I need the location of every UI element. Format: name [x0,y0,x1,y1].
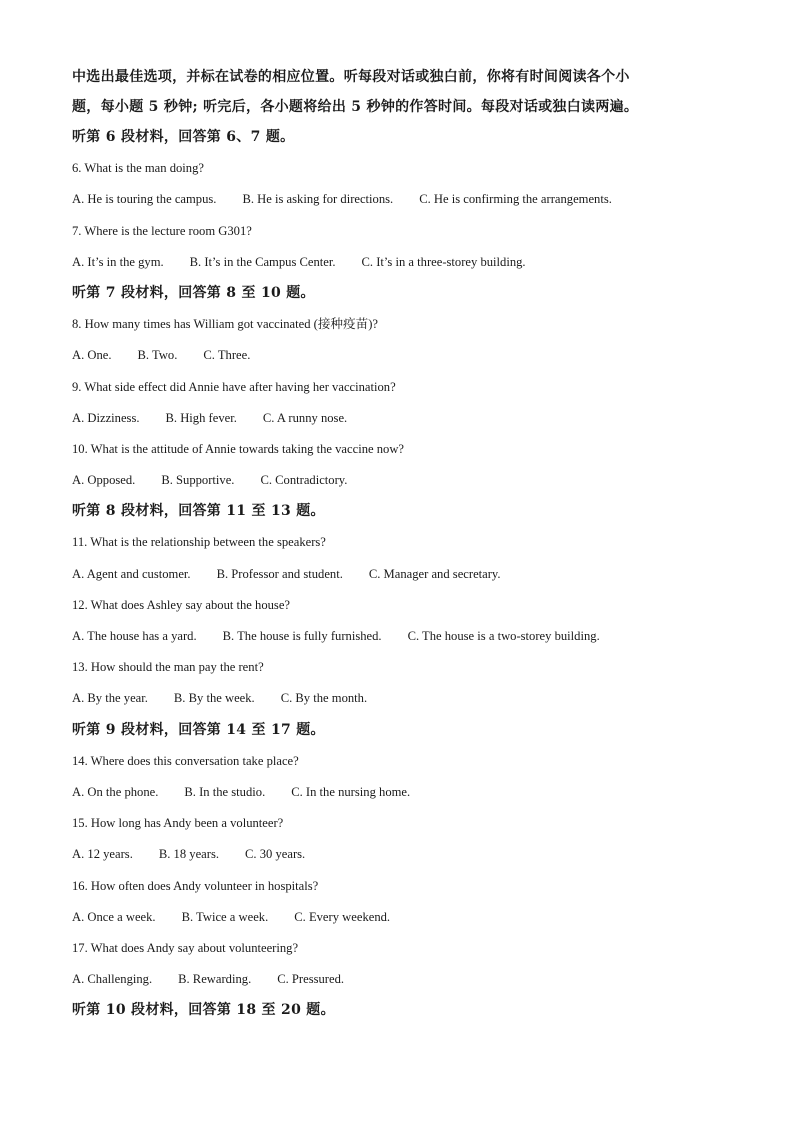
answer-options [72,777,722,808]
answer-option: B. Two. [137,348,178,363]
answer-option: B. Twice a week. [181,909,269,924]
answer-option: C. 30 years. [245,847,306,862]
question-stem: 9. What side effect did Annie have after having her vaccination? [72,379,396,394]
answer-option: C. In the nursing home. [291,784,411,799]
question-list [72,122,722,1026]
answer-option: B. High fever. [165,410,237,425]
answer-options [72,465,722,496]
answer-option: C. Pressured. [277,972,345,987]
answer-option: A. Challenging. [72,972,153,987]
question-stem: 6. What is the man doing? [72,161,204,176]
answer-option: C. By the month. [280,691,368,706]
question-stem: 17. What does Andy say about volunteering? [72,940,299,955]
answer-option: C. The house is a two-storey building. [407,629,600,643]
answer-option: C. Contradictory. [260,473,348,488]
answer-option: B. Supportive. [161,473,235,488]
answer-option: B. Professor and student. [216,566,343,581]
answer-option: C. Three. [203,348,251,363]
question-stem: 16. How often does Andy volunteer in hospitals? [72,878,319,893]
answer-option: A. Once a week. [72,909,156,924]
answer-options [72,184,722,215]
answer-option: C. Manager and secretary. [368,566,501,581]
answer-option: B. By the week. [173,691,255,706]
answer-option: C. Every weekend. [294,909,391,924]
question-stem: 7. Where is the lecture room G301? [72,223,252,238]
answer-option: C. A runny nose. [262,410,348,425]
answer-option: B. The house is fully furnished. [222,629,382,643]
section-heading: 听第 10 段材料，回答第 18 至 20 题。 [72,1002,335,1019]
section-heading: 听第 6 段材料，回答第 6、7 题。 [72,129,295,145]
answer-option: B. In the studio. [184,784,266,799]
answer-option: C. He is confirming the arrangements. [419,192,612,207]
answer-option: A. Opposed. [72,473,136,488]
question-stem: 12. What does Ashley say about the house? [72,597,291,612]
answer-option: C. It’s in a three-storey building. [361,254,526,269]
section-instructions [72,62,722,122]
question-stem: 10. What is the attitude of Annie towards taking the vaccine now? [72,441,405,456]
answer-option: B. 18 years. [158,847,220,862]
section-heading: 听第 7 段材料，回答第 8 至 10 题。 [72,284,315,301]
answer-option: A. One. [72,348,112,363]
answer-options [72,403,722,434]
question-stem: 14. Where does this conversation take place? [72,753,299,768]
answer-options [72,839,722,870]
answer-options [72,559,722,590]
section-heading: 听第 8 段材料，回答第 11 至 13 题。 [72,503,325,520]
instruction-line: 中选出最佳选项，并标在试卷的相应位置。听每段对话或独白前，你将有时间阅读各个小 [72,69,630,85]
section-heading: 听第 9 段材料，回答第 14 至 17 题。 [72,721,325,738]
answer-options [72,902,722,933]
question-stem: 8. How many times has William got vaccinated (接种疫苗)? [72,317,378,332]
answer-option: A. 12 years. [72,847,133,862]
answer-options [72,621,722,652]
answer-option: A. He is touring the campus. [72,192,217,207]
answer-options [72,683,722,714]
answer-options [72,964,722,995]
instruction-line: 题，每小题 5 秒钟; 听完后，各小题将给出 5 秒钟的作答时间。每段对话或独白读两遍。 [72,99,639,115]
answer-option: B. He is asking for directions. [242,192,394,207]
answer-option: A. It’s in the gym. [72,254,164,269]
question-stem: 13. How should the man pay the rent? [72,660,264,675]
answer-option: A. The house has a yard. [72,629,197,643]
answer-options [72,247,722,278]
answer-option: B. Rewarding. [178,972,252,987]
answer-option: A. Agent and customer. [72,566,191,581]
answer-option: A. On the phone. [72,784,159,799]
exam-page [72,62,722,1026]
answer-options [72,340,722,371]
question-stem: 15. How long has Andy been a volunteer? [72,816,284,831]
question-stem: 11. What is the relationship between the speakers? [72,535,326,550]
answer-option: A. By the year. [72,691,148,706]
answer-option: A. Dizziness. [72,410,140,425]
answer-option: B. It’s in the Campus Center. [189,254,336,269]
